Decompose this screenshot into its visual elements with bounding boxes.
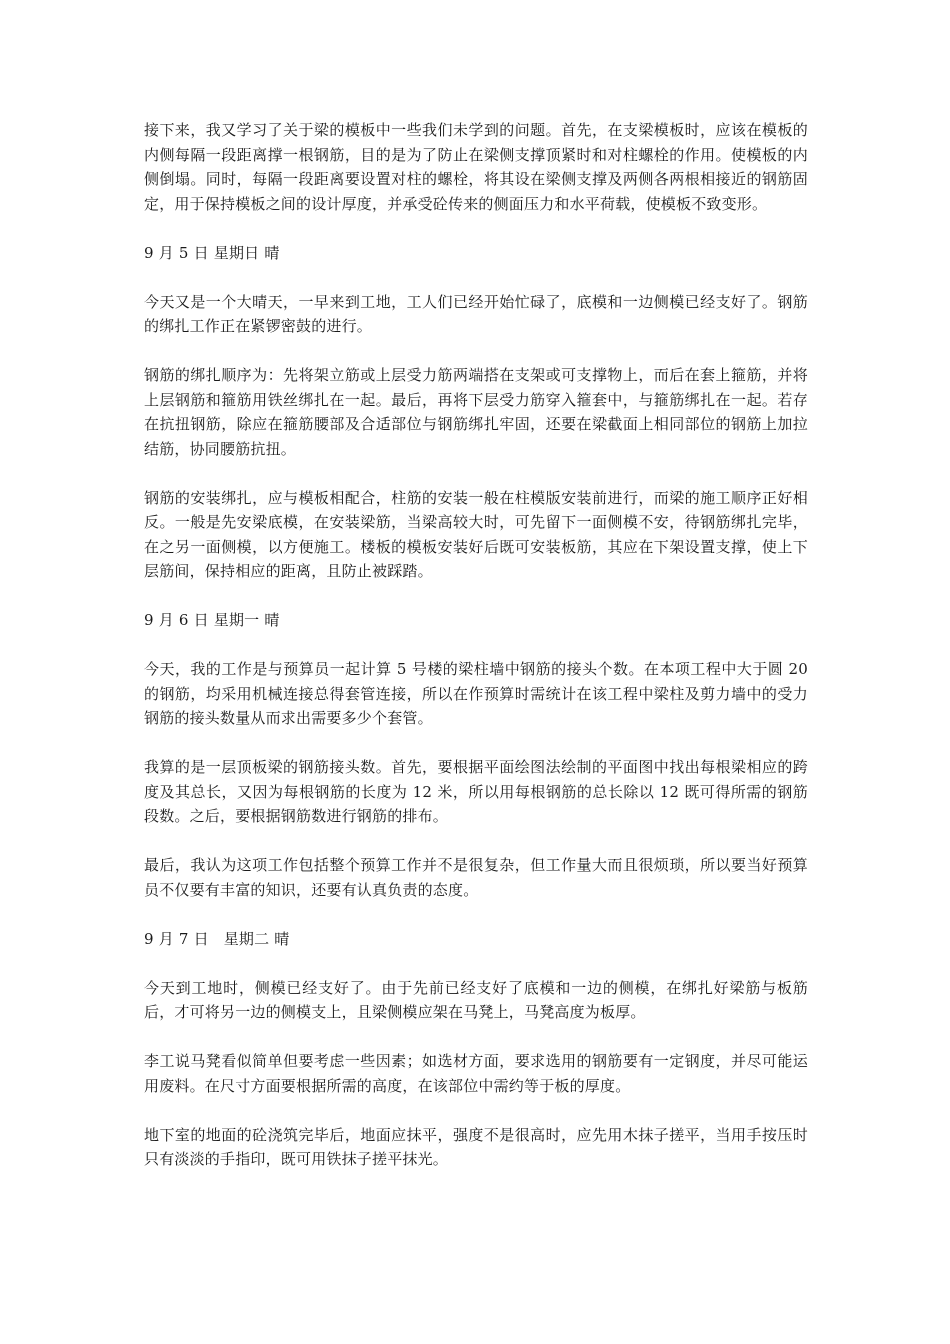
paragraph-basement-floor: 地下室的地面的砼浇筑完毕后，地面应抹平，强度不是很高时，应先用木抹子搓平，当用手按压时只有淡淡的手指印，既可用铁抹子搓平抹光。 xyxy=(144,1125,808,1168)
paragraph-beam-formwork: 接下来，我又学习了关于梁的模板中一些我们未学到的问题。首先，在支梁模板时，应该在模板的内侧每隔一段距离撑一根钢筋，目的是为了防止在梁侧支撑顶紧时和对柱螺栓的作用。使模板的内侧倒塌。同时，每隔一段距离要设置对柱的螺栓，将其设在梁侧支撑及两侧各两根相接近的钢筋固定，用于保持模板之间的设计厚度，并承受砼传来的侧面压力和水平荷载，使模板不致变形。 xyxy=(144,121,808,213)
diary-date-sep-5: 9 月 5 日 星期日 晴 xyxy=(144,243,280,262)
paragraph-rebar-installation: 钢筋的安装绑扎，应与模板相配合，柱筋的安装一般在柱模版安装前进行，而梁的施工顺序正好相反。一般是先安梁底模，在安装梁筋，当梁高较大时，可先留下一面侧模不安，待钢筋绑扎完毕，在之另一面侧模，以方便施工。楼板的模板安装好后既可安装板筋，其应在下架设置支撑，使上下层筋间，保持相应的距离，且防止被踩踏。 xyxy=(144,488,808,580)
document-body xyxy=(144,118,808,1196)
paragraph-chair-support: 李工说马凳看似简单但要考虑一些因素；如选材方面，要求选用的钢筋要有一定钢度，并尽可能运用废料。在尺寸方面要根据所需的高度，在该部位中需约等于板的厚度。 xyxy=(144,1052,808,1095)
diary-date-sep-7: 9 月 7 日 星期二 晴 xyxy=(144,929,290,948)
paragraph-joint-calculation: 我算的是一层顶板梁的钢筋接头数。首先，要根据平面绘图法绘制的平面图中找出每根梁相应的跨度及其总长，又因为每根钢筋的长度为 12 米，所以用每根钢筋的总长除以 12 既可得所需的钢筋段数。之后，要根据钢筋数进行钢筋的排布。 xyxy=(144,758,808,825)
paragraph-side-formwork: 今天到工地时，侧模已经支好了。由于先前已经支好了底模和一边的侧模，在绑扎好梁筋与板筋后，才可将另一边的侧模支上，且梁侧模应架在马凳上，马凳高度为板厚。 xyxy=(144,978,808,1021)
paragraph-site-morning: 今天又是一个大晴天，一早来到工地，工人们已经开始忙碌了，底模和一边侧模已经支好了。钢筋的绑扎工作正在紧锣密鼓的进行。 xyxy=(144,292,808,335)
diary-date-sep-6: 9 月 6 日 星期一 晴 xyxy=(144,611,280,629)
paragraph-binding-order: 钢筋的绑扎顺序为：先将架立筋或上层受力筋两端搭在支架或可支撑物上，而后在套上箍筋，并将上层钢筋和箍筋用铁丝绑扎在一起。最后，再将下层受力筋穿入箍套中，与箍筋绑扎在一起。若存在抗扭钢筋，除应在箍筋腰部及合适部位与钢筋绑扎牢固，还要在梁截面上相同部位的钢筋上加拉结筋，协同腰筋抗扭。 xyxy=(144,366,808,458)
paragraph-joint-count-task: 今天，我的工作是与预算员一起计算 5 号楼的梁柱墙中钢筋的接头个数。在本项工程中大于圆 20 的钢筋，均采用机械连接总得套管连接，所以在作预算时需统计在该工程中梁柱及剪力墙中的受力钢筋的接头数量从而求出需要多少个套管。 xyxy=(144,660,808,727)
paragraph-budget-reflection: 最后，我认为这项工作包括整个预算工作并不是很复杂，但工作量大而且很烦琐，所以要当好预算员不仅要有丰富的知识，还要有认真负责的态度。 xyxy=(144,856,808,899)
